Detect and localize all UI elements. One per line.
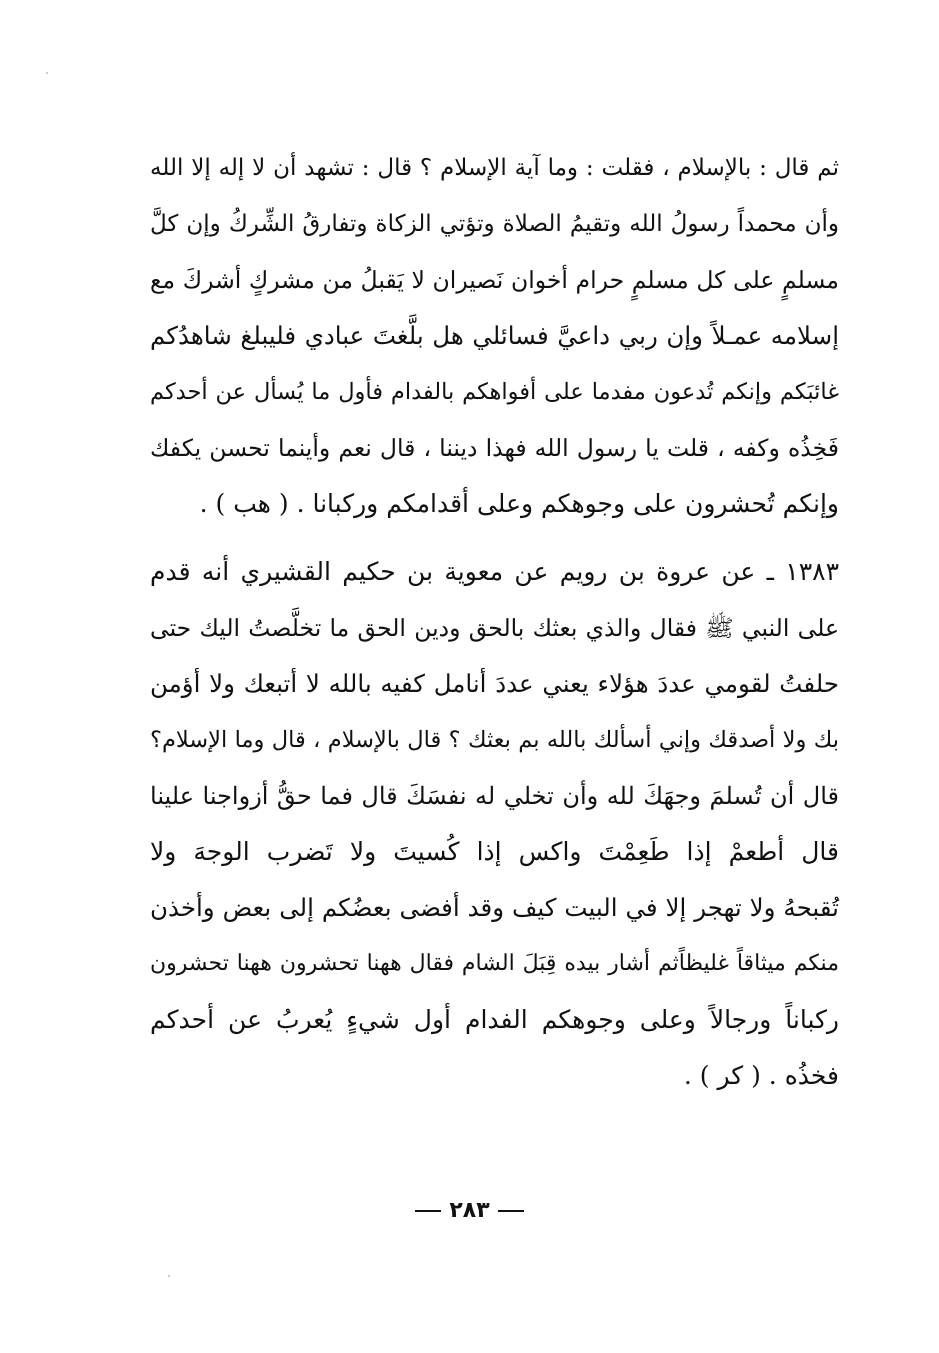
text-line: منكم ميثاقاً غليظاًثم أشار بيده قِبَلَ الشام فقال ههنا تحشرون ههنا تحشرون bbox=[150, 951, 839, 976]
text-line: وإنكم تُحشرون على وجوهكم وعلى أقدامكم وركبانا . ( هب ) . bbox=[199, 489, 839, 518]
page-number: ٢٨٣ bbox=[449, 1198, 490, 1223]
text-line: مسلمٍ على كل مسلمٍ حرام أخوان نَصيران لا يَقبلُ من مشركٍ أشركَ مع bbox=[150, 266, 839, 294]
text-line: حلفتُ لقومي عددَ هؤلاء يعني عددَ أنامل كفيه بالله لا أتبعك ولا أؤمن bbox=[150, 669, 839, 698]
text-line: تُقبحهُ ولا تهجر إلا في البيت كيف وقد أفضى بعضُكم إلى بعض وأخذن bbox=[150, 893, 839, 922]
footer-dash-left bbox=[415, 1210, 441, 1212]
scan-speck bbox=[46, 72, 48, 74]
text-line: ثم قال : بالإسلام ، فقلت : وما آية الإسلام ؟ قال : تشهد أن لا إله إلا الله bbox=[150, 155, 839, 181]
scan-speck bbox=[168, 1275, 170, 1277]
text-line: ركباناً ورجالاً وعلى وجوهكم الفدام أول شيءٍ يُعربُ عن أحدكم bbox=[150, 1005, 839, 1034]
text-line: إسلامه عمـلاً وإن ربي داعيَّ فسائلي هل بلَّغتَ عبادي فليبلغ شاهدُكم bbox=[150, 321, 839, 350]
text-line: غائبَكم وإنكم تُدعون مفدما على أفواهكم بالفدام فأول ما يُسأل عن أحدكم bbox=[150, 379, 839, 405]
text-line: وأن محمداً رسولُ الله وتقيمُ الصلاة وتؤتي الزكاة وتفارقُ الشِّركُ وإن كلَّ bbox=[150, 211, 839, 237]
footer-dash-right bbox=[498, 1210, 524, 1212]
main-text-body bbox=[150, 140, 839, 1104]
page-footer bbox=[0, 1198, 939, 1223]
hadith-paragraph-continuation bbox=[150, 140, 839, 532]
text-line: على النبي ﷺ فقال والذي بعثك بالحق ودين الحق ما تخلَّصتُ اليك حتى bbox=[150, 614, 839, 642]
text-line: قال أطعمْ إذا طَعِمْتَ واكس إذا كُسيتَ ولا تَضرب الوجهَ ولا bbox=[150, 837, 839, 866]
text-line: قال أن تُسلمَ وجهَكَ لله وأن تخلي له نفسَكَ قال فما حقُّ أزواجنا علينا bbox=[150, 782, 839, 810]
hadith-paragraph-1383 bbox=[150, 544, 839, 1104]
text-line: ١٣٨٣ ـ عن عروة بن رويم عن معوية بن حكيم القشيري أنه قدم bbox=[150, 557, 839, 586]
text-line: فَخِذُه وكفه ، قلت يا رسول الله فهذا ديننا ، قال نعم وأينما تحسن يكفك bbox=[150, 434, 839, 462]
text-line: فخذُه . ( كر ) . bbox=[683, 1061, 839, 1090]
text-line: بك ولا أصدقك وإني أسألك بالله بم بعثك ؟ قال بالإسلام ، قال وما الإسلام؟ bbox=[150, 727, 839, 753]
paragraph-gap bbox=[150, 532, 839, 544]
